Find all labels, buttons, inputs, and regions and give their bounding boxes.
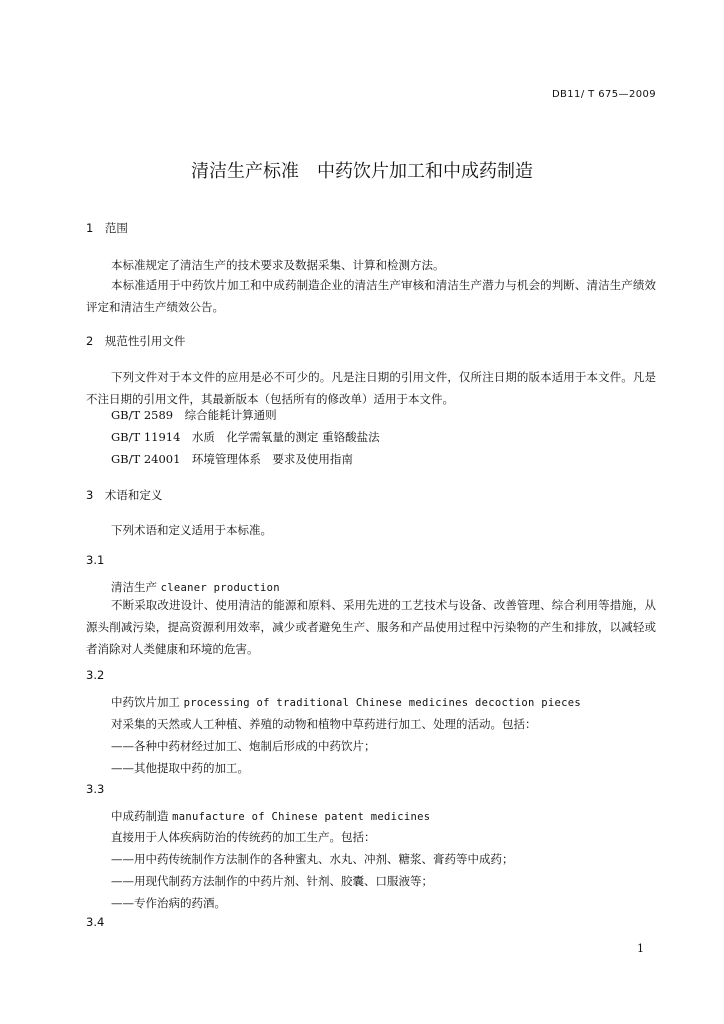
term-3-2-name: 中药饮片加工 [111,695,180,709]
term-3-3-number: 3.3 [86,782,105,796]
term-3-2-definition: 对采集的天然或人工种植、养殖的动物和植物中草药进行加工、处理的活动。包括： [111,717,537,731]
section-2-paragraph: 下列文件对于本文件的应用是必不可少的。凡是注日期的引用文件，仅所注日期的版本适用于本文件。凡是不注日期的引用文件，其最新版本（包括所有的修改单）适用于本文件。 [86,370,656,406]
list-item: ——用现代制药方法制作的中药片剂、针剂、胶囊、口服液等； [111,874,433,888]
term-3-1-english: cleaner production [160,582,280,594]
page-number: 1 [637,942,644,955]
term-3-1-name: 清洁生产 [111,580,157,594]
section-3-heading: 3 术语和定义 [86,488,163,502]
term-3-1-number: 3.1 [86,553,105,567]
term-3-3-name: 中成药制造 [111,809,169,823]
term-3-2-english: processing of traditional Chinese medicines decoction pieces [183,697,581,709]
list-item: ——其他提取中药的加工。 [111,761,249,775]
term-3-4-number: 3.4 [86,915,105,929]
list-item: ——专作治病的药酒。 [111,896,226,910]
document-title: 清洁生产标准 中药饮片加工和中成药制造 [191,161,533,182]
term-3-3-definition: 直接用于人体疾病防治的传统药的加工生产。包括： [111,830,376,844]
section-1-paragraph-1: 本标准规定了清洁生产的技术要求及数据采集、计算和检测方法。 [111,258,445,272]
list-item: ——用中药传统制作方法制作的各种蜜丸、水丸、冲剂、糖浆、膏药等中成药； [111,852,514,866]
section-2-heading: 2 规范性引用文件 [86,334,186,348]
section-1-paragraph-2: 本标准适用于中药饮片加工和中成药制造企业的清洁生产审核和清洁生产潜力与机会的判断、清洁生产绩效评定和清洁生产绩效公告。 [86,278,656,314]
section-1-heading: 1 范围 [86,221,128,235]
term-3-2-number: 3.2 [86,668,105,682]
reference-item: GB/T 11914 水质 化学需氧量的测定 重铬酸盐法 [111,430,380,444]
term-3-1-title [111,579,280,595]
document-number: DB11/ T 675—2009 [551,89,656,100]
term-3-3-english: manufacture of Chinese patent medicines [172,811,431,823]
reference-item: GB/T 2589 综合能耗计算通则 [111,408,277,422]
term-3-1-definition: 不断采取改进设计、使用清洁的能源和原料、采用先进的工艺技术与设备、改善管理、综合利用等措施，从源头削减污染，提高资源利用效率，减少或者避免生产、服务和产品使用过程中污染物的产生和排放，以减轻或者消除对人类健康和环境的危害。 [86,598,656,656]
term-3-2-title [111,694,581,710]
reference-item: GB/T 24001 环境管理体系 要求及使用指南 [111,452,353,466]
term-3-3-title [111,808,430,824]
list-item: ——各种中药材经过加工、炮制后形成的中药饮片； [111,739,376,753]
section-3-paragraph: 下列术语和定义适用于本标准。 [111,523,272,537]
